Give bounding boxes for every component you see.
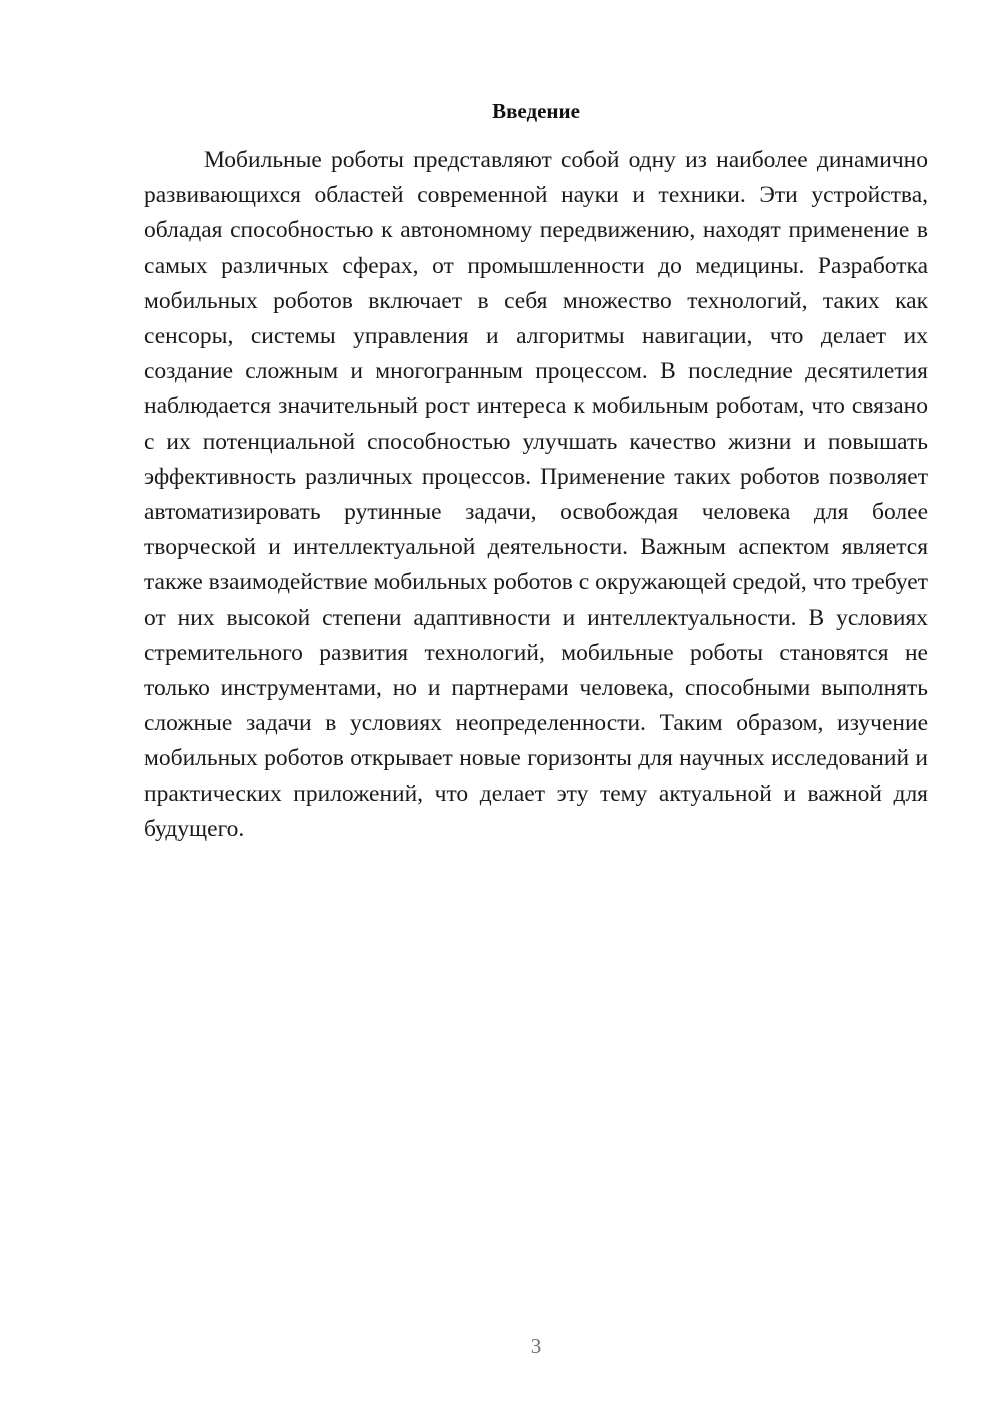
- body-paragraph: Мобильные роботы представляют собой одну из наиболее динамично развивающихся областей современной науки и техники. Эти устройства, обладая способностью к автономному передвижению, находят применение в самых различных сферах, от промышленности до медицины. Разработка мобильных роботов включает в себя множество технологий, таких как сенсоры, системы управления и алгоритмы навигации, что делает их создание сложным и многогранным процессом. В последние десятилетия наблюдается значительный рост интереса к мобильным роботам, что связано с их потенциальной способностью улучшать качество жизни и повышать эффективность различных процессов. Применение таких роботов позволяет автоматизировать рутинные задачи, освобождая человека для более творческой и интеллектуальной деятельности. Важным аспектом является также взаимодействие мобильных роботов с окружающей средой, что требует от них высокой степени адаптивности и интеллектуальности. В условиях стремительного развития технологий, мобильные роботы становятся не только инструментами, но и партнерами человека, способными выполнять сложные задачи в условиях неопределенности. Таким образом, изучение мобильных роботов открывает новые горизонты для научных исследований и практических приложений, что делает эту тему актуальной и важной для будущего.: [144, 147, 929, 842]
- section-heading: Введение: [492, 99, 580, 123]
- page-number: 3: [530, 1334, 542, 1358]
